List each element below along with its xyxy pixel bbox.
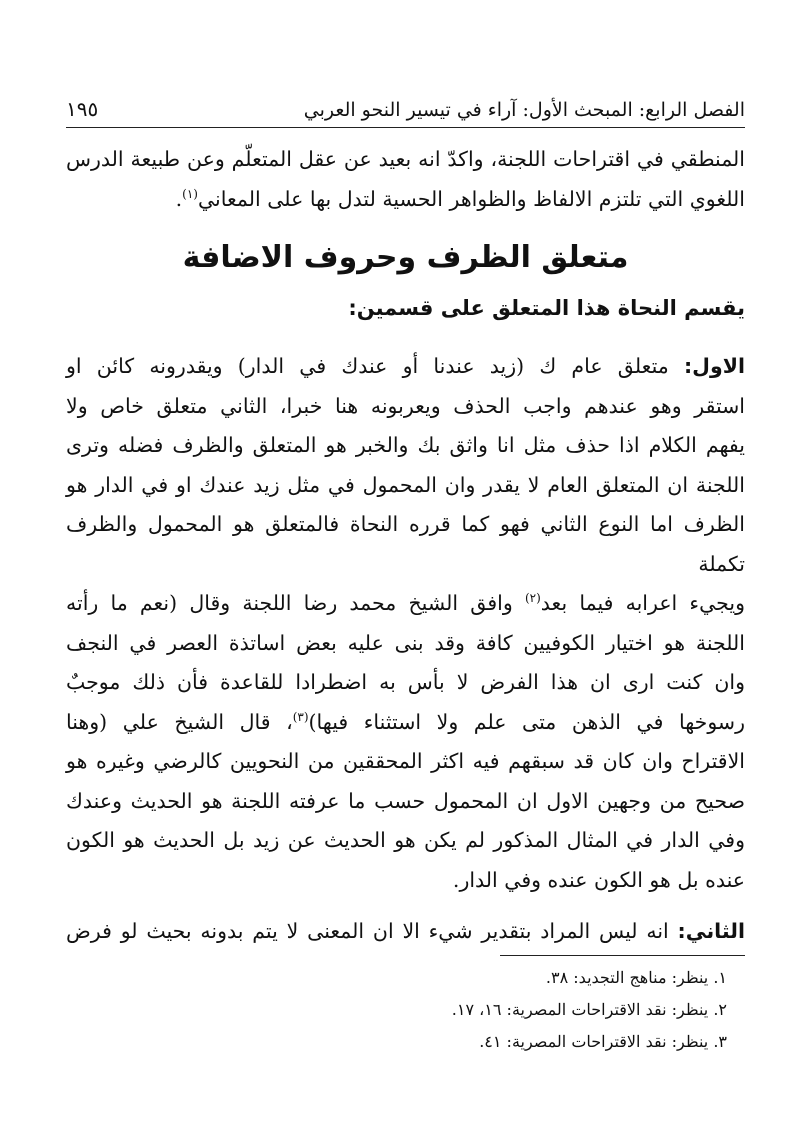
text-segment: ويجيء اعرابه فيما بعد <box>540 591 745 615</box>
text-line: الظرف اما النوع الثاني فهو كما قرره النحاة فالمتعلق هو المحمول والظرف تكملة <box>66 512 745 576</box>
footnotes <box>452 962 727 1058</box>
footnote-ref: (١) <box>182 186 198 201</box>
text-segment: رسوخها في الذهن متى علم ولا استثناء فيها) <box>308 709 745 734</box>
paragraph-lead: الاول: <box>683 354 745 378</box>
footnote-ref: (٣) <box>292 709 309 724</box>
paragraph-lead: الثاني: <box>677 919 745 943</box>
footnote-divider <box>500 955 745 956</box>
footnote: ٢. ينظر: نقد الاقتراحات المصرية: ١٦، ١٧. <box>451 1000 727 1019</box>
text-line <box>66 584 745 624</box>
text-line <box>66 347 745 387</box>
paragraph-second <box>66 912 745 952</box>
text-line: يفهم الكلام اذا حذف مثل انا واثق بك والخبر هو المتعلق والظرف فضله وترى <box>66 433 745 457</box>
text-line: وفي الدار في المثال المذكور لم يكن هو الحديث عن زيد بل الحديث هو الكون <box>66 828 745 852</box>
page-number: ١٩٥ <box>66 97 99 121</box>
text-segment: متعلق عام ك (زيد عندنا أو عندك في الدار) ويقدرونه كائن او <box>66 354 669 378</box>
text-line: الاقتراح وان كان قد سبقهم فيه اكثر المحققين من النحويين كالرضي وغيره هو <box>66 749 745 773</box>
text-segment: انه ليس المراد بتقدير شيء الا ان المعنى لا يتم بدونه بحيث لو فرض <box>66 919 669 943</box>
text-line: استقر وهو عندهم واجب الحذف ويعربونه هنا خبرا، الثاني متعلق خاص ولا <box>66 393 745 418</box>
intro-paragraph <box>66 140 745 219</box>
footnote: ٣. ينظر: نقد الاقتراحات المصرية: ٤١. <box>479 1032 727 1051</box>
section-subtitle: يقسم النحاة هذا المتعلق على قسمين: <box>348 296 745 320</box>
footnote-ref: (٢) <box>524 591 541 606</box>
text-line: اللجنة هو اختيار الكوفيين كافة وقد بنى عليه بعض اساتذة العصر في النجف <box>66 630 745 655</box>
text-segment: ، قال الشيخ علي (وهنا <box>66 709 293 734</box>
text-line: المنطقي في اقتراحات اللجنة، واكدّ انه بعيد عن عقل المتعلّم وعن طبيعة الدرس <box>66 147 745 171</box>
text-line: صحيح من وجهين الاول ان المحمول حسب ما عرفته اللجنة هو الحديث وعندك <box>66 788 745 813</box>
text-line <box>66 912 745 952</box>
text-line <box>66 703 745 743</box>
text-line: وان كنت ارى ان هذا الفرض لا بأس به اضطرادا للقاعدة فأن ذلك موجبٌ <box>66 670 745 694</box>
section-title: متعلق الظرف وحروف الاضافة <box>182 240 629 275</box>
running-title: الفصل الرابع: المبحث الأول: آراء في تيسير النحو العربي <box>303 99 745 121</box>
paragraph-first <box>66 347 745 900</box>
page-header <box>66 92 745 128</box>
page-body <box>66 140 745 952</box>
text-line: اللجنة ان المتعلق العام لا يقدر وان المحمول في مثل زيد عندك او في الدار هو <box>66 472 745 497</box>
text-segment: اللغوي التي تلتزم الالفاظ والظواهر الحسية لتدل بها على المعاني <box>197 186 745 211</box>
footnote: ١. ينظر: مناهج التجديد: ٣٨. <box>545 968 727 987</box>
text-line: اللغوي التي تلتزم الالفاظ والظواهر الحسية لتدل بها على المعاني$^{(١)}$. <box>175 186 745 211</box>
text-line: عنده بل هو الكون عنده وفي الدار. <box>452 867 745 892</box>
text-segment: وافق الشيخ محمد رضا اللجنة وقال (نعم ما رأته <box>66 591 525 615</box>
